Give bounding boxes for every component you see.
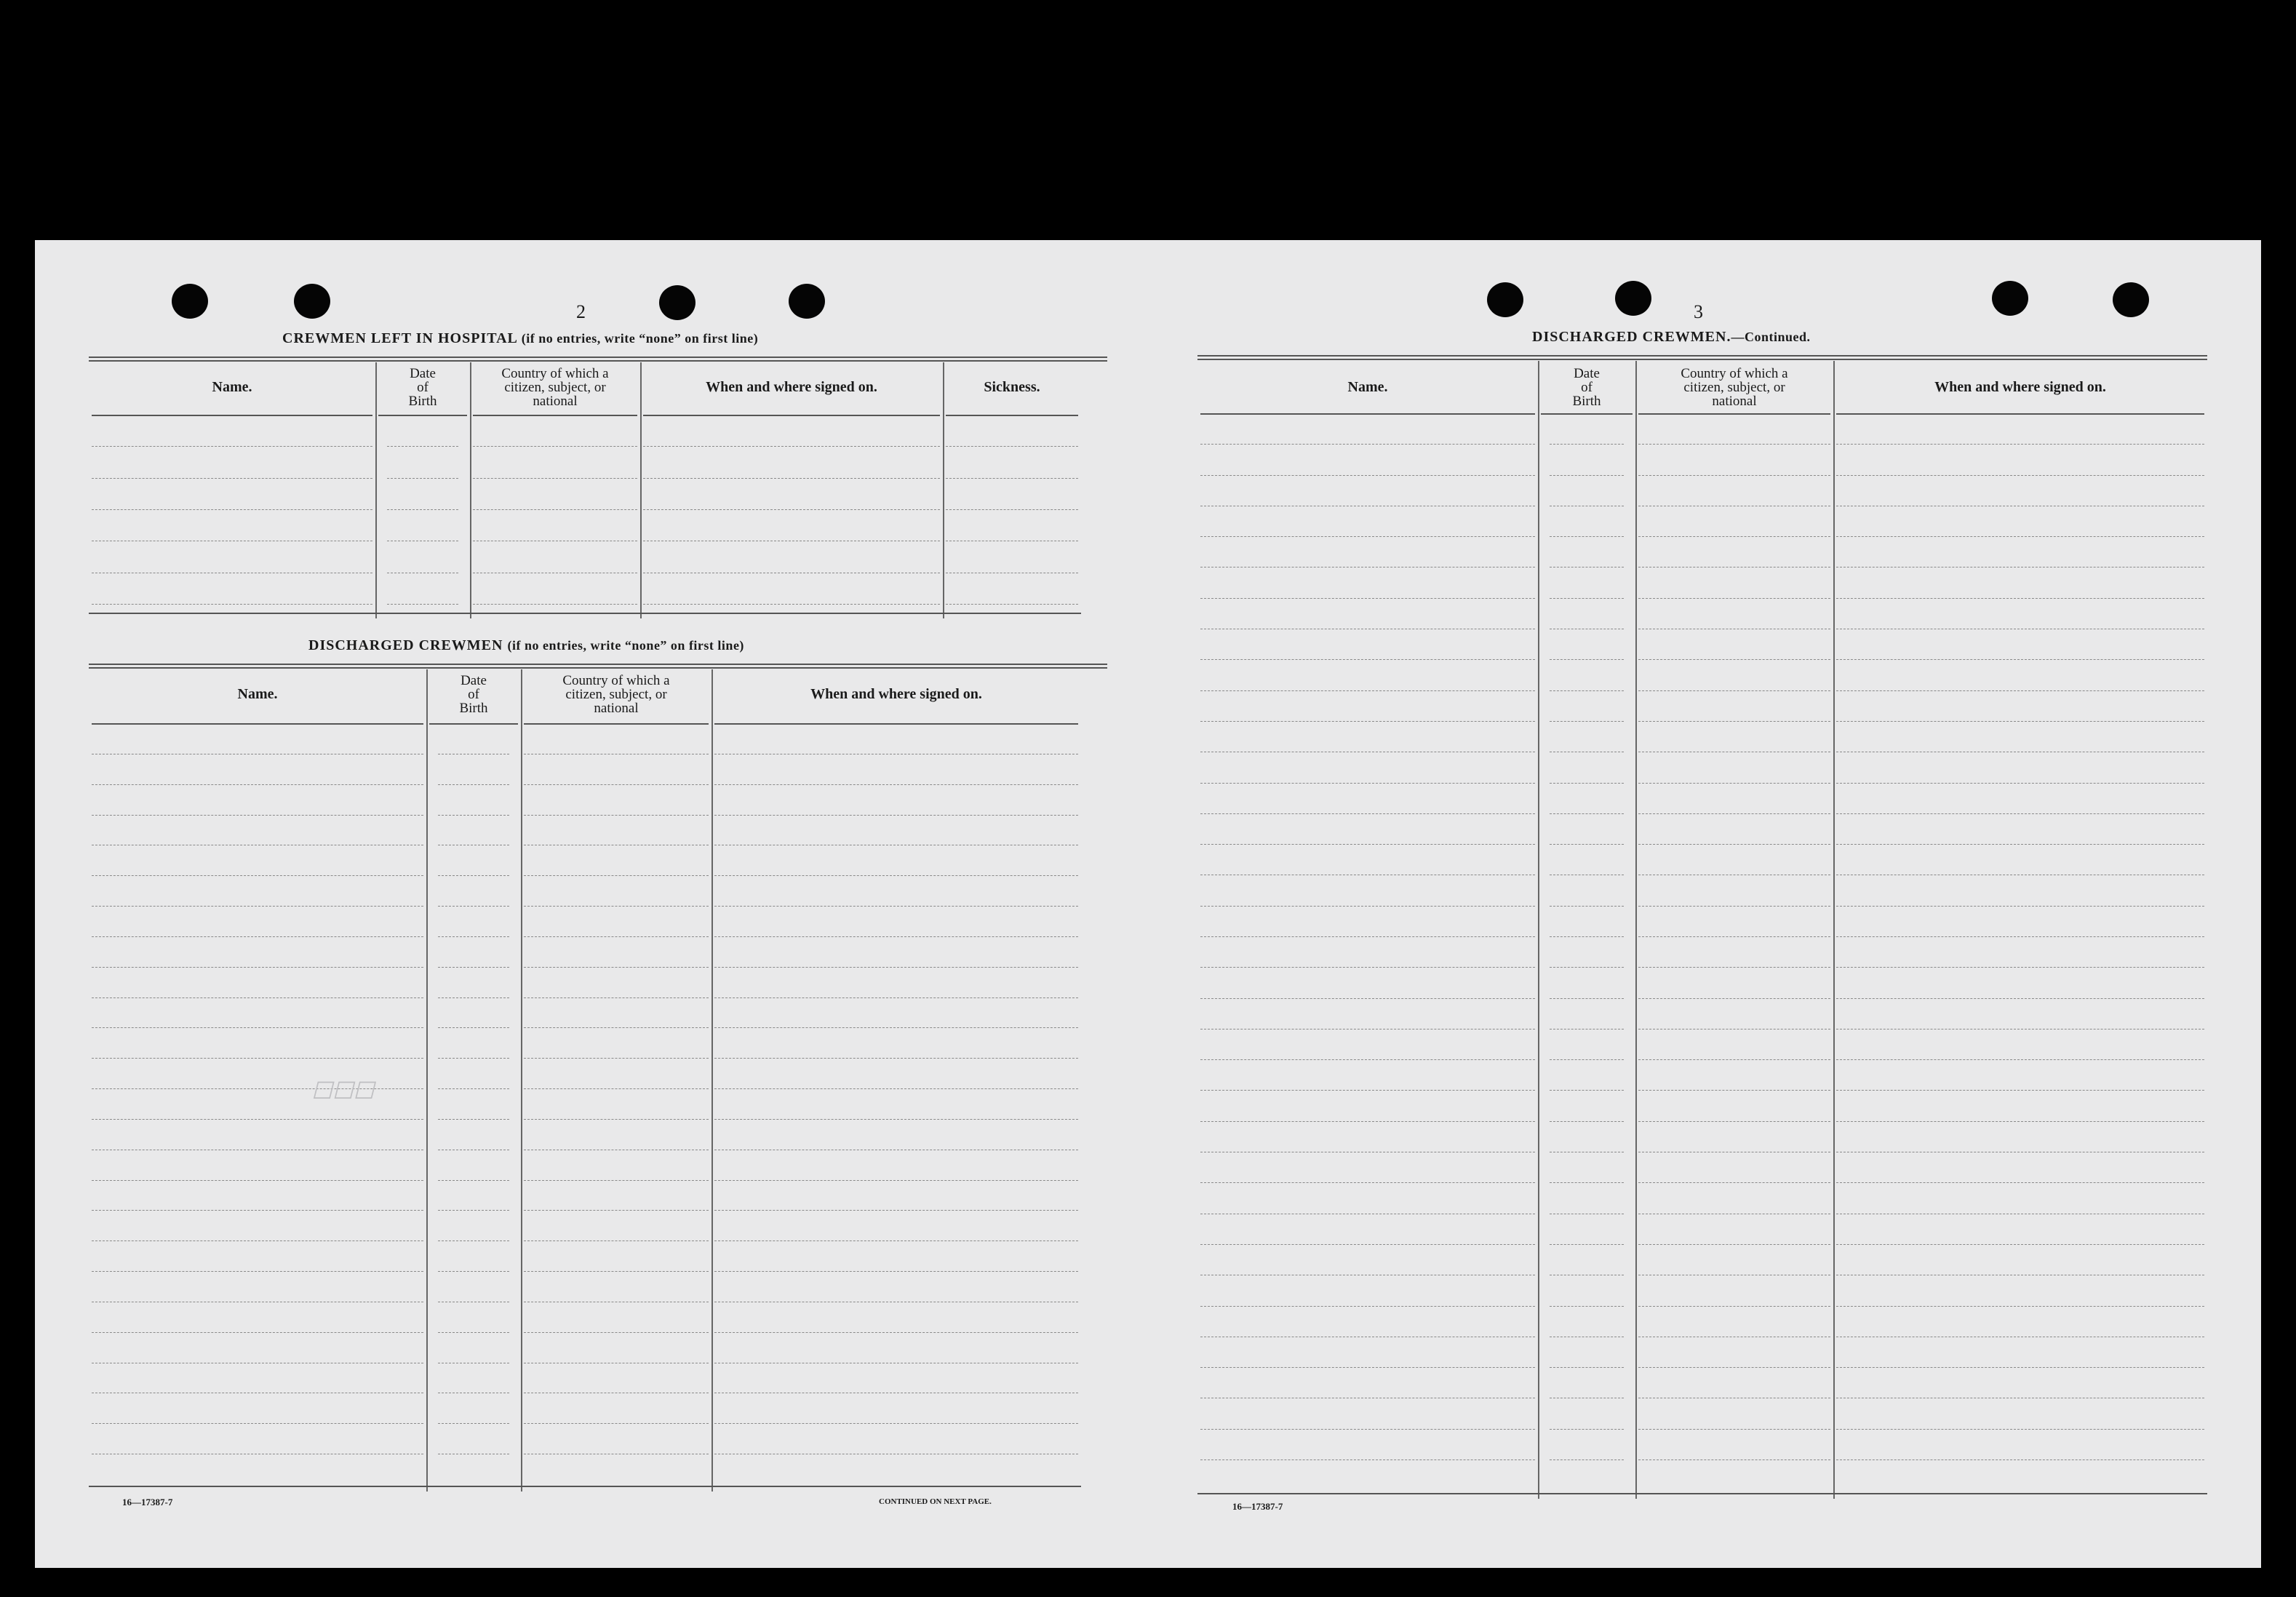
hospital-header-rule-2: [378, 415, 467, 416]
hospital-header-rule-5: [946, 415, 1078, 416]
discharged-row-9-cell-2[interactable]: [438, 997, 509, 998]
discharged-row-5-cell-2[interactable]: [438, 875, 509, 876]
hospital-row-6-cell-4[interactable]: [643, 604, 940, 605]
right-row-34-cell-4[interactable]: [1836, 1459, 2204, 1460]
right-row-4-cell-3[interactable]: [1638, 536, 1830, 537]
discharged-row-2-cell-1[interactable]: [92, 784, 423, 785]
right-row-8-cell-4[interactable]: [1836, 659, 2204, 660]
punch-hole-8: [2113, 282, 2149, 317]
discharged-row-17-cell-3[interactable]: [524, 1240, 709, 1241]
right-row-33-cell-2[interactable]: [1550, 1429, 1624, 1430]
discharged-column-divider-2: [521, 669, 522, 1492]
discharged-row-8-cell-2[interactable]: [438, 967, 509, 968]
right-header-rule-1: [1200, 413, 1535, 415]
hospital-row-3-cell-2[interactable]: [387, 509, 458, 510]
right-header-rule-4: [1836, 413, 2204, 415]
hospital-row-6-cell-2[interactable]: [387, 604, 458, 605]
right-table-top-rule: [1197, 355, 2207, 360]
hospital-row-2-cell-5[interactable]: [946, 478, 1078, 479]
right-row-19-cell-4[interactable]: [1836, 998, 2204, 999]
discharged-row-8-cell-1[interactable]: [92, 967, 423, 968]
discharged-row-20-cell-1[interactable]: [92, 1332, 423, 1333]
right-row-12-cell-3[interactable]: [1638, 783, 1830, 784]
right-row-6-cell-1[interactable]: [1200, 598, 1535, 599]
discharged-row-23-cell-3[interactable]: [524, 1423, 709, 1424]
hospital-title-instruction: (if no entries, write “none” on first line): [521, 331, 759, 346]
discharged-row-18-cell-4[interactable]: [714, 1271, 1078, 1272]
discharged-row-6-cell-1[interactable]: [92, 906, 423, 907]
right-row-12-cell-1[interactable]: [1200, 783, 1535, 784]
right-row-25-cell-3[interactable]: [1638, 1182, 1830, 1183]
discharged-row-12-cell-4[interactable]: [714, 1088, 1078, 1089]
right-row-27-cell-4[interactable]: [1836, 1244, 2204, 1245]
discharged-row-6-cell-3[interactable]: [524, 906, 709, 907]
hospital-row-1-cell-2[interactable]: [387, 446, 458, 447]
hospital-column-divider-1: [375, 362, 377, 618]
right-row-10-cell-3[interactable]: [1638, 721, 1830, 722]
right-row-29-cell-3[interactable]: [1638, 1306, 1830, 1307]
discharged-row-23-cell-2[interactable]: [438, 1423, 509, 1424]
discharged-row-17-cell-2[interactable]: [438, 1240, 509, 1241]
right-row-18-cell-1[interactable]: [1200, 967, 1535, 968]
right-row-10-cell-2[interactable]: [1550, 721, 1624, 722]
right-row-31-cell-2[interactable]: [1550, 1367, 1624, 1368]
right-row-25-cell-1[interactable]: [1200, 1182, 1535, 1183]
form-sheet: [35, 240, 2261, 1568]
discharged-table-top-rule: [89, 664, 1107, 669]
right-row-17-cell-3[interactable]: [1638, 936, 1830, 937]
right-row-33-cell-4[interactable]: [1836, 1429, 2204, 1430]
right-column-divider-3: [1833, 361, 1835, 1499]
right-row-22-cell-3[interactable]: [1638, 1090, 1830, 1091]
discharged-row-18-cell-2[interactable]: [438, 1271, 509, 1272]
hospital-row-6-cell-5[interactable]: [946, 604, 1078, 605]
hospital-header-4: When and where signed on.: [706, 379, 877, 395]
right-row-6-cell-3[interactable]: [1638, 598, 1830, 599]
hospital-row-1-cell-1[interactable]: [92, 446, 372, 447]
right-row-12-cell-2[interactable]: [1550, 783, 1624, 784]
right-row-27-cell-1[interactable]: [1200, 1244, 1535, 1245]
right-row-20-cell-3[interactable]: [1638, 1029, 1830, 1030]
discharged-row-9-cell-3[interactable]: [524, 997, 709, 998]
right-row-22-cell-1[interactable]: [1200, 1090, 1535, 1091]
discharged-row-3-cell-4[interactable]: [714, 815, 1078, 816]
right-row-10-cell-4[interactable]: [1836, 721, 2204, 722]
right-row-16-cell-2[interactable]: [1550, 906, 1624, 907]
discharged-title-text: DISCHARGED CREWMEN: [308, 637, 503, 653]
right-header-1: Name.: [1347, 379, 1388, 395]
discharged-row-20-cell-2[interactable]: [438, 1332, 509, 1333]
right-row-10-cell-1[interactable]: [1200, 721, 1535, 722]
right-title-text: DISCHARGED CREWMEN.: [1532, 329, 1731, 345]
discharged-row-15-cell-1[interactable]: [92, 1180, 423, 1181]
hospital-column-divider-2: [470, 362, 471, 618]
form-number-left: 16—17387-7: [122, 1497, 173, 1508]
right-row-1-cell-1[interactable]: [1200, 444, 1535, 445]
right-row-25-cell-2[interactable]: [1550, 1182, 1624, 1183]
right-row-2-cell-1[interactable]: [1200, 475, 1535, 476]
right-row-18-cell-4[interactable]: [1836, 967, 2204, 968]
discharged-row-16-cell-3[interactable]: [524, 1210, 709, 1211]
discharged-row-16-cell-1[interactable]: [92, 1210, 423, 1211]
discharged-header-rule-4: [714, 723, 1078, 725]
right-row-21-cell-1[interactable]: [1200, 1059, 1535, 1060]
hospital-row-1-cell-4[interactable]: [643, 446, 940, 447]
right-row-17-cell-4[interactable]: [1836, 936, 2204, 937]
right-row-17-cell-1[interactable]: [1200, 936, 1535, 937]
discharged-row-23-cell-4[interactable]: [714, 1423, 1078, 1424]
hospital-header-rule-3: [473, 415, 637, 416]
discharged-row-3-cell-3[interactable]: [524, 815, 709, 816]
right-row-16-cell-1[interactable]: [1200, 906, 1535, 907]
right-row-2-cell-3[interactable]: [1638, 475, 1830, 476]
hospital-row-2-cell-3[interactable]: [473, 478, 637, 479]
right-header-4: When and where signed on.: [1934, 379, 2106, 395]
right-header-3: Country of which a citizen, subject, or national: [1681, 366, 1788, 409]
right-header-rule-3: [1638, 413, 1830, 415]
right-row-6-cell-4[interactable]: [1836, 598, 2204, 599]
discharged-row-10-cell-4[interactable]: [714, 1027, 1078, 1028]
discharged-row-23-cell-1[interactable]: [92, 1423, 423, 1424]
hospital-row-3-cell-4[interactable]: [643, 509, 940, 510]
discharged-header-2: Date of Birth: [459, 673, 488, 716]
right-row-6-cell-2[interactable]: [1550, 598, 1624, 599]
right-row-27-cell-3[interactable]: [1638, 1244, 1830, 1245]
discharged-title-instruction: (if no entries, write “none” on first line): [507, 638, 744, 653]
discharged-section-title: [308, 637, 744, 654]
right-row-1-cell-2[interactable]: [1550, 444, 1624, 445]
discharged-row-8-cell-3[interactable]: [524, 967, 709, 968]
discharged-row-15-cell-4[interactable]: [714, 1180, 1078, 1181]
punch-hole-7: [1992, 281, 2028, 316]
continued-note: CONTINUED ON NEXT PAGE.: [879, 1497, 992, 1506]
hospital-header-3: Country of which a citizen, subject, or national: [501, 366, 609, 409]
discharged-row-15-cell-3[interactable]: [524, 1180, 709, 1181]
right-row-14-cell-4[interactable]: [1836, 844, 2204, 845]
right-header-rule-2: [1541, 413, 1633, 415]
right-row-22-cell-4[interactable]: [1836, 1090, 2204, 1091]
discharged-row-16-cell-4[interactable]: [714, 1210, 1078, 1211]
right-header-2: Date of Birth: [1572, 366, 1601, 409]
discharged-column-divider-1: [426, 669, 428, 1492]
right-column-divider-2: [1635, 361, 1637, 1499]
right-row-31-cell-4[interactable]: [1836, 1367, 2204, 1368]
punch-hole-4: [789, 284, 825, 319]
hospital-row-1-cell-5[interactable]: [946, 446, 1078, 447]
right-row-2-cell-2[interactable]: [1550, 475, 1624, 476]
right-row-25-cell-4[interactable]: [1836, 1182, 2204, 1183]
discharged-bottom-rule: [89, 1486, 1081, 1487]
right-row-9-cell-2[interactable]: [1550, 690, 1624, 691]
discharged-row-2-cell-2[interactable]: [438, 784, 509, 785]
right-row-22-cell-2[interactable]: [1550, 1090, 1624, 1091]
right-row-12-cell-4[interactable]: [1836, 783, 2204, 784]
discharged-row-11-cell-4[interactable]: [714, 1058, 1078, 1059]
right-row-29-cell-4[interactable]: [1836, 1306, 2204, 1307]
discharged-row-16-cell-2[interactable]: [438, 1210, 509, 1211]
right-row-13-cell-1[interactable]: [1200, 813, 1535, 814]
hospital-column-divider-3: [640, 362, 642, 618]
right-row-20-cell-2[interactable]: [1550, 1029, 1624, 1030]
discharged-row-13-cell-3[interactable]: [524, 1119, 709, 1120]
discharged-row-10-cell-1[interactable]: [92, 1027, 423, 1028]
right-row-13-cell-3[interactable]: [1638, 813, 1830, 814]
discharged-row-10-cell-2[interactable]: [438, 1027, 509, 1028]
discharged-row-8-cell-4[interactable]: [714, 967, 1078, 968]
right-row-33-cell-1[interactable]: [1200, 1429, 1535, 1430]
right-row-29-cell-1[interactable]: [1200, 1306, 1535, 1307]
discharged-header-rule-3: [524, 723, 709, 725]
hospital-row-3-cell-5[interactable]: [946, 509, 1078, 510]
right-row-33-cell-3[interactable]: [1638, 1429, 1830, 1430]
punch-hole-1: [172, 284, 208, 319]
right-row-18-cell-3[interactable]: [1638, 967, 1830, 968]
hospital-row-6-cell-3[interactable]: [473, 604, 637, 605]
discharged-row-13-cell-1[interactable]: [92, 1119, 423, 1120]
right-row-14-cell-2[interactable]: [1550, 844, 1624, 845]
hospital-table-top-rule: [89, 357, 1107, 362]
discharged-row-12-cell-2[interactable]: [438, 1088, 509, 1089]
right-row-9-cell-3[interactable]: [1638, 690, 1830, 691]
hospital-column-divider-4: [943, 362, 944, 618]
hospital-header-rule-4: [643, 415, 940, 416]
right-row-13-cell-2[interactable]: [1550, 813, 1624, 814]
discharged-row-11-cell-1[interactable]: [92, 1058, 423, 1059]
discharged-row-7-cell-1[interactable]: [92, 936, 423, 937]
right-column-divider-1: [1538, 361, 1539, 1499]
right-row-23-cell-3[interactable]: [1638, 1121, 1830, 1122]
right-bottom-rule: [1197, 1493, 2207, 1494]
ink-stamp-smudge: ☐☐☐: [311, 1078, 375, 1104]
hospital-row-2-cell-2[interactable]: [387, 478, 458, 479]
discharged-row-2-cell-3[interactable]: [524, 784, 709, 785]
hospital-row-1-cell-3[interactable]: [473, 446, 637, 447]
discharged-row-17-cell-4[interactable]: [714, 1240, 1078, 1241]
right-row-9-cell-1[interactable]: [1200, 690, 1535, 691]
discharged-row-17-cell-1[interactable]: [92, 1240, 423, 1241]
right-row-4-cell-4[interactable]: [1836, 536, 2204, 537]
discharged-row-7-cell-3[interactable]: [524, 936, 709, 937]
discharged-row-18-cell-3[interactable]: [524, 1271, 709, 1272]
discharged-row-9-cell-4[interactable]: [714, 997, 1078, 998]
right-row-21-cell-3[interactable]: [1638, 1059, 1830, 1060]
hospital-row-3-cell-3[interactable]: [473, 509, 637, 510]
right-section-title: [1532, 329, 1811, 346]
discharged-row-13-cell-2[interactable]: [438, 1119, 509, 1120]
right-row-4-cell-2[interactable]: [1550, 536, 1624, 537]
discharged-row-5-cell-4[interactable]: [714, 875, 1078, 876]
punch-hole-6: [1615, 281, 1651, 316]
discharged-row-6-cell-4[interactable]: [714, 906, 1078, 907]
discharged-row-5-cell-3[interactable]: [524, 875, 709, 876]
right-row-13-cell-4[interactable]: [1836, 813, 2204, 814]
discharged-row-7-cell-4[interactable]: [714, 936, 1078, 937]
discharged-header-1: Name.: [237, 686, 278, 702]
discharged-row-12-cell-3[interactable]: [524, 1088, 709, 1089]
right-row-23-cell-4[interactable]: [1836, 1121, 2204, 1122]
page-number-left: 2: [576, 301, 586, 322]
right-row-31-cell-1[interactable]: [1200, 1367, 1535, 1368]
right-row-29-cell-2[interactable]: [1550, 1306, 1624, 1307]
discharged-header-3: Country of which a citizen, subject, or national: [562, 673, 670, 716]
form-number-right: 16—17387-7: [1232, 1501, 1283, 1512]
discharged-row-6-cell-2[interactable]: [438, 906, 509, 907]
right-row-8-cell-1[interactable]: [1200, 659, 1535, 660]
hospital-header-rule-1: [92, 415, 372, 416]
discharged-row-3-cell-1[interactable]: [92, 815, 423, 816]
right-row-1-cell-3[interactable]: [1638, 444, 1830, 445]
discharged-row-5-cell-1[interactable]: [92, 875, 423, 876]
hospital-row-2-cell-4[interactable]: [643, 478, 940, 479]
discharged-row-20-cell-3[interactable]: [524, 1332, 709, 1333]
hospital-row-6-cell-1[interactable]: [92, 604, 372, 605]
discharged-row-15-cell-2[interactable]: [438, 1180, 509, 1181]
right-row-4-cell-1[interactable]: [1200, 536, 1535, 537]
hospital-header-5: Sickness.: [984, 379, 1040, 395]
hospital-section-title: [282, 330, 758, 347]
page-number-right: 3: [1694, 301, 1703, 322]
right-row-34-cell-1[interactable]: [1200, 1459, 1535, 1460]
right-row-17-cell-2[interactable]: [1550, 936, 1624, 937]
right-row-8-cell-3[interactable]: [1638, 659, 1830, 660]
discharged-row-2-cell-4[interactable]: [714, 784, 1078, 785]
discharged-row-18-cell-1[interactable]: [92, 1271, 423, 1272]
discharged-header-rule-2: [429, 723, 518, 725]
right-row-21-cell-4[interactable]: [1836, 1059, 2204, 1060]
hospital-row-3-cell-1[interactable]: [92, 509, 372, 510]
discharged-column-divider-3: [711, 669, 713, 1492]
discharged-header-4: When and where signed on.: [810, 686, 982, 702]
right-row-16-cell-3[interactable]: [1638, 906, 1830, 907]
discharged-header-rule-1: [92, 723, 423, 725]
right-row-18-cell-2[interactable]: [1550, 967, 1624, 968]
hospital-header-2: Date of Birth: [408, 366, 437, 409]
hospital-title-text: CREWMEN LEFT IN HOSPITAL: [282, 330, 517, 346]
punch-hole-3: [659, 285, 695, 320]
right-row-20-cell-1[interactable]: [1200, 1029, 1535, 1030]
right-row-23-cell-1[interactable]: [1200, 1121, 1535, 1122]
discharged-row-20-cell-4[interactable]: [714, 1332, 1078, 1333]
right-row-14-cell-3[interactable]: [1638, 844, 1830, 845]
right-row-34-cell-2[interactable]: [1550, 1459, 1624, 1460]
right-row-9-cell-4[interactable]: [1836, 690, 2204, 691]
right-row-16-cell-4[interactable]: [1836, 906, 2204, 907]
hospital-bottom-rule: [89, 613, 1081, 614]
punch-hole-2: [294, 284, 330, 319]
right-row-31-cell-3[interactable]: [1638, 1367, 1830, 1368]
right-row-1-cell-4[interactable]: [1836, 444, 2204, 445]
right-row-23-cell-2[interactable]: [1550, 1121, 1624, 1122]
right-row-19-cell-3[interactable]: [1638, 998, 1830, 999]
discharged-row-3-cell-2[interactable]: [438, 815, 509, 816]
discharged-row-13-cell-4[interactable]: [714, 1119, 1078, 1120]
hospital-row-2-cell-1[interactable]: [92, 478, 372, 479]
discharged-row-9-cell-1[interactable]: [92, 997, 423, 998]
discharged-row-10-cell-3[interactable]: [524, 1027, 709, 1028]
right-row-34-cell-3[interactable]: [1638, 1459, 1830, 1460]
right-row-2-cell-4[interactable]: [1836, 475, 2204, 476]
discharged-row-7-cell-2[interactable]: [438, 936, 509, 937]
right-row-19-cell-1[interactable]: [1200, 998, 1535, 999]
hospital-header-1: Name.: [212, 379, 252, 395]
right-row-14-cell-1[interactable]: [1200, 844, 1535, 845]
right-row-8-cell-2[interactable]: [1550, 659, 1624, 660]
punch-hole-5: [1487, 282, 1523, 317]
right-title-suffix: —Continued.: [1731, 330, 1811, 344]
right-row-27-cell-2[interactable]: [1550, 1244, 1624, 1245]
right-row-19-cell-2[interactable]: [1550, 998, 1624, 999]
right-row-21-cell-2[interactable]: [1550, 1059, 1624, 1060]
right-row-20-cell-4[interactable]: [1836, 1029, 2204, 1030]
discharged-row-11-cell-3[interactable]: [524, 1058, 709, 1059]
discharged-row-11-cell-2[interactable]: [438, 1058, 509, 1059]
